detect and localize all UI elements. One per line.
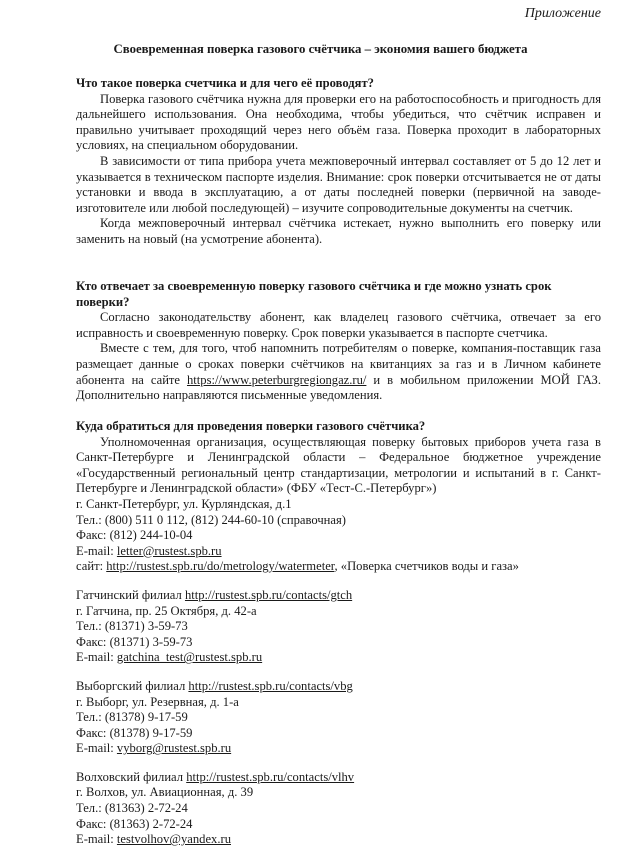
branch-label: Волховский филиал [76, 769, 187, 784]
branch-label: Выборгский филиал [76, 678, 189, 693]
email-line [76, 832, 601, 848]
site-description: , «Поверка счетчиков воды и газа» [334, 559, 519, 574]
phone-line: Тел.: (81371) 3-59-73 [76, 619, 188, 634]
section-heading: Кто отвечает за своевременную поверку газового счётчика и где можно узнать срок поверки? [76, 279, 552, 309]
paragraph: Уполномоченная организация, осуществляющая поверку бытовых приборов учета газа в Санкт-Петербурге и Ленинградской области – Федеральное бюджетное учреждение «Государственный региональный центр стандартизации, метрологии и испытаний в г. Санкт-Петербурге и Ленинградской области» (ФБУ «Тест-С.-Петербург») [76, 434, 601, 496]
phone-line: Тел.: (81378) 9-17-59 [76, 710, 188, 725]
email-line [76, 741, 601, 757]
email-link[interactable]: gatchina_test@rustest.spb.ru [116, 650, 263, 665]
paragraph: Когда межповерочный интервал счётчика истекает, нужно выполнить его поверку или заменить на новый (на усмотрение абонента). [76, 216, 601, 246]
section-heading: Куда обратиться для проведения поверки газового счётчика? [76, 419, 426, 433]
fax-line: Факс: (81378) 9-17-59 [76, 725, 193, 740]
paragraph-text: Вместе с тем, для того, чтоб напомнить потребителям о поверке, компания-поставщик газа размещает данные о сроках поверки счётчиков на квитанциях за газ и в Личном кабинете абонента на сайте [76, 341, 601, 387]
fax-line: Факс: (812) 244-10-04 [76, 528, 193, 543]
branch-link[interactable]: http://rustest.spb.ru/contacts/gtch [184, 587, 353, 602]
branch-gatchina [76, 588, 601, 666]
section-what-is-verification [76, 76, 601, 248]
section-where-to-go [76, 419, 601, 848]
site-line [76, 559, 601, 575]
email-link[interactable]: vyborg@rustest.spb.ru [116, 741, 232, 756]
site-label: сайт: [76, 559, 107, 574]
address-line: г. Волхов, ул. Авиационная, д. 39 [76, 785, 254, 800]
document-title: Своевременная поверка газового счётчика – экономия вашего бюджета [113, 42, 528, 56]
email-label: E-mail: [76, 650, 117, 665]
email-line [76, 544, 601, 560]
branch-title [76, 770, 601, 786]
phone-line: Тел.: (800) 511 0 112, (812) 244-60-10 (справочная) [76, 512, 346, 527]
paragraph: В зависимости от типа прибора учета межповерочный интервал составляет от 5 до 12 лет и указывается в техническом паспорте изделия. Внимание: срок поверки отсчитывается не от даты установки и ввода в эксплуатацию, а от даты последней поверки (первичной на заводе-изготовителе или любой последующей) – изучите сопроводительные документы на счетчик. [76, 153, 601, 215]
section-responsibility [76, 279, 601, 404]
email-label: E-mail: [76, 832, 117, 847]
paragraph: Согласно законодательству абонент, как владелец газового счётчика, отвечает за его исправность и своевременную поверку. Срок поверки указывается в паспорте счетчика. [76, 310, 601, 340]
paragraph: Поверка газового счётчика нужна для проверки его на работоспособность и пригодность для дальнейшего использования. Она необходима, чтобы убедиться, что счётчик исправен и правильно учитывает проходящий через него объём газа. Поверка проходит в лабораторных условиях, на специальном оборудовании. [76, 91, 601, 153]
branch-title [76, 679, 601, 695]
metrology-site-link[interactable]: http://rustest.spb.ru/do/metrology/watermeter [106, 559, 335, 574]
branch-title [76, 588, 601, 604]
branch-link[interactable]: http://rustest.spb.ru/contacts/vbg [188, 678, 353, 693]
fax-line: Факс: (81371) 3-59-73 [76, 634, 193, 649]
address-line: г. Гатчина, пр. 25 Октября, д. 42-а [76, 603, 257, 618]
paragraph-text: и в мобильном приложении МОЙ ГАЗ. Дополнительно направляются письменные уведомления. [76, 372, 601, 403]
branch-volkhov [76, 770, 601, 848]
appendix-label: Приложение [524, 6, 601, 21]
email-link[interactable]: testvolhov@yandex.ru [116, 832, 231, 847]
email-link[interactable]: letter@rustest.spb.ru [116, 543, 222, 558]
paragraph [76, 341, 601, 403]
peterburgregiongaz-link[interactable]: https://www.peterburgregiongaz.ru/ [186, 372, 367, 387]
phone-line: Тел.: (81363) 2-72-24 [76, 801, 188, 816]
email-line [76, 650, 601, 666]
email-label: E-mail: [76, 543, 117, 558]
email-label: E-mail: [76, 741, 117, 756]
address-line: г. Выборг, ул. Резервная, д. 1-а [76, 694, 239, 709]
fax-line: Факс: (81363) 2-72-24 [76, 816, 193, 831]
branch-link[interactable]: http://rustest.spb.ru/contacts/vlhv [186, 769, 355, 784]
branch-label: Гатчинский филиал [76, 587, 185, 602]
section-heading: Что такое поверка счетчика и для чего её проводят? [76, 76, 374, 90]
branch-vyborg [76, 679, 601, 757]
address-line: г. Санкт-Петербург, ул. Курляндская, д.1 [76, 496, 292, 511]
